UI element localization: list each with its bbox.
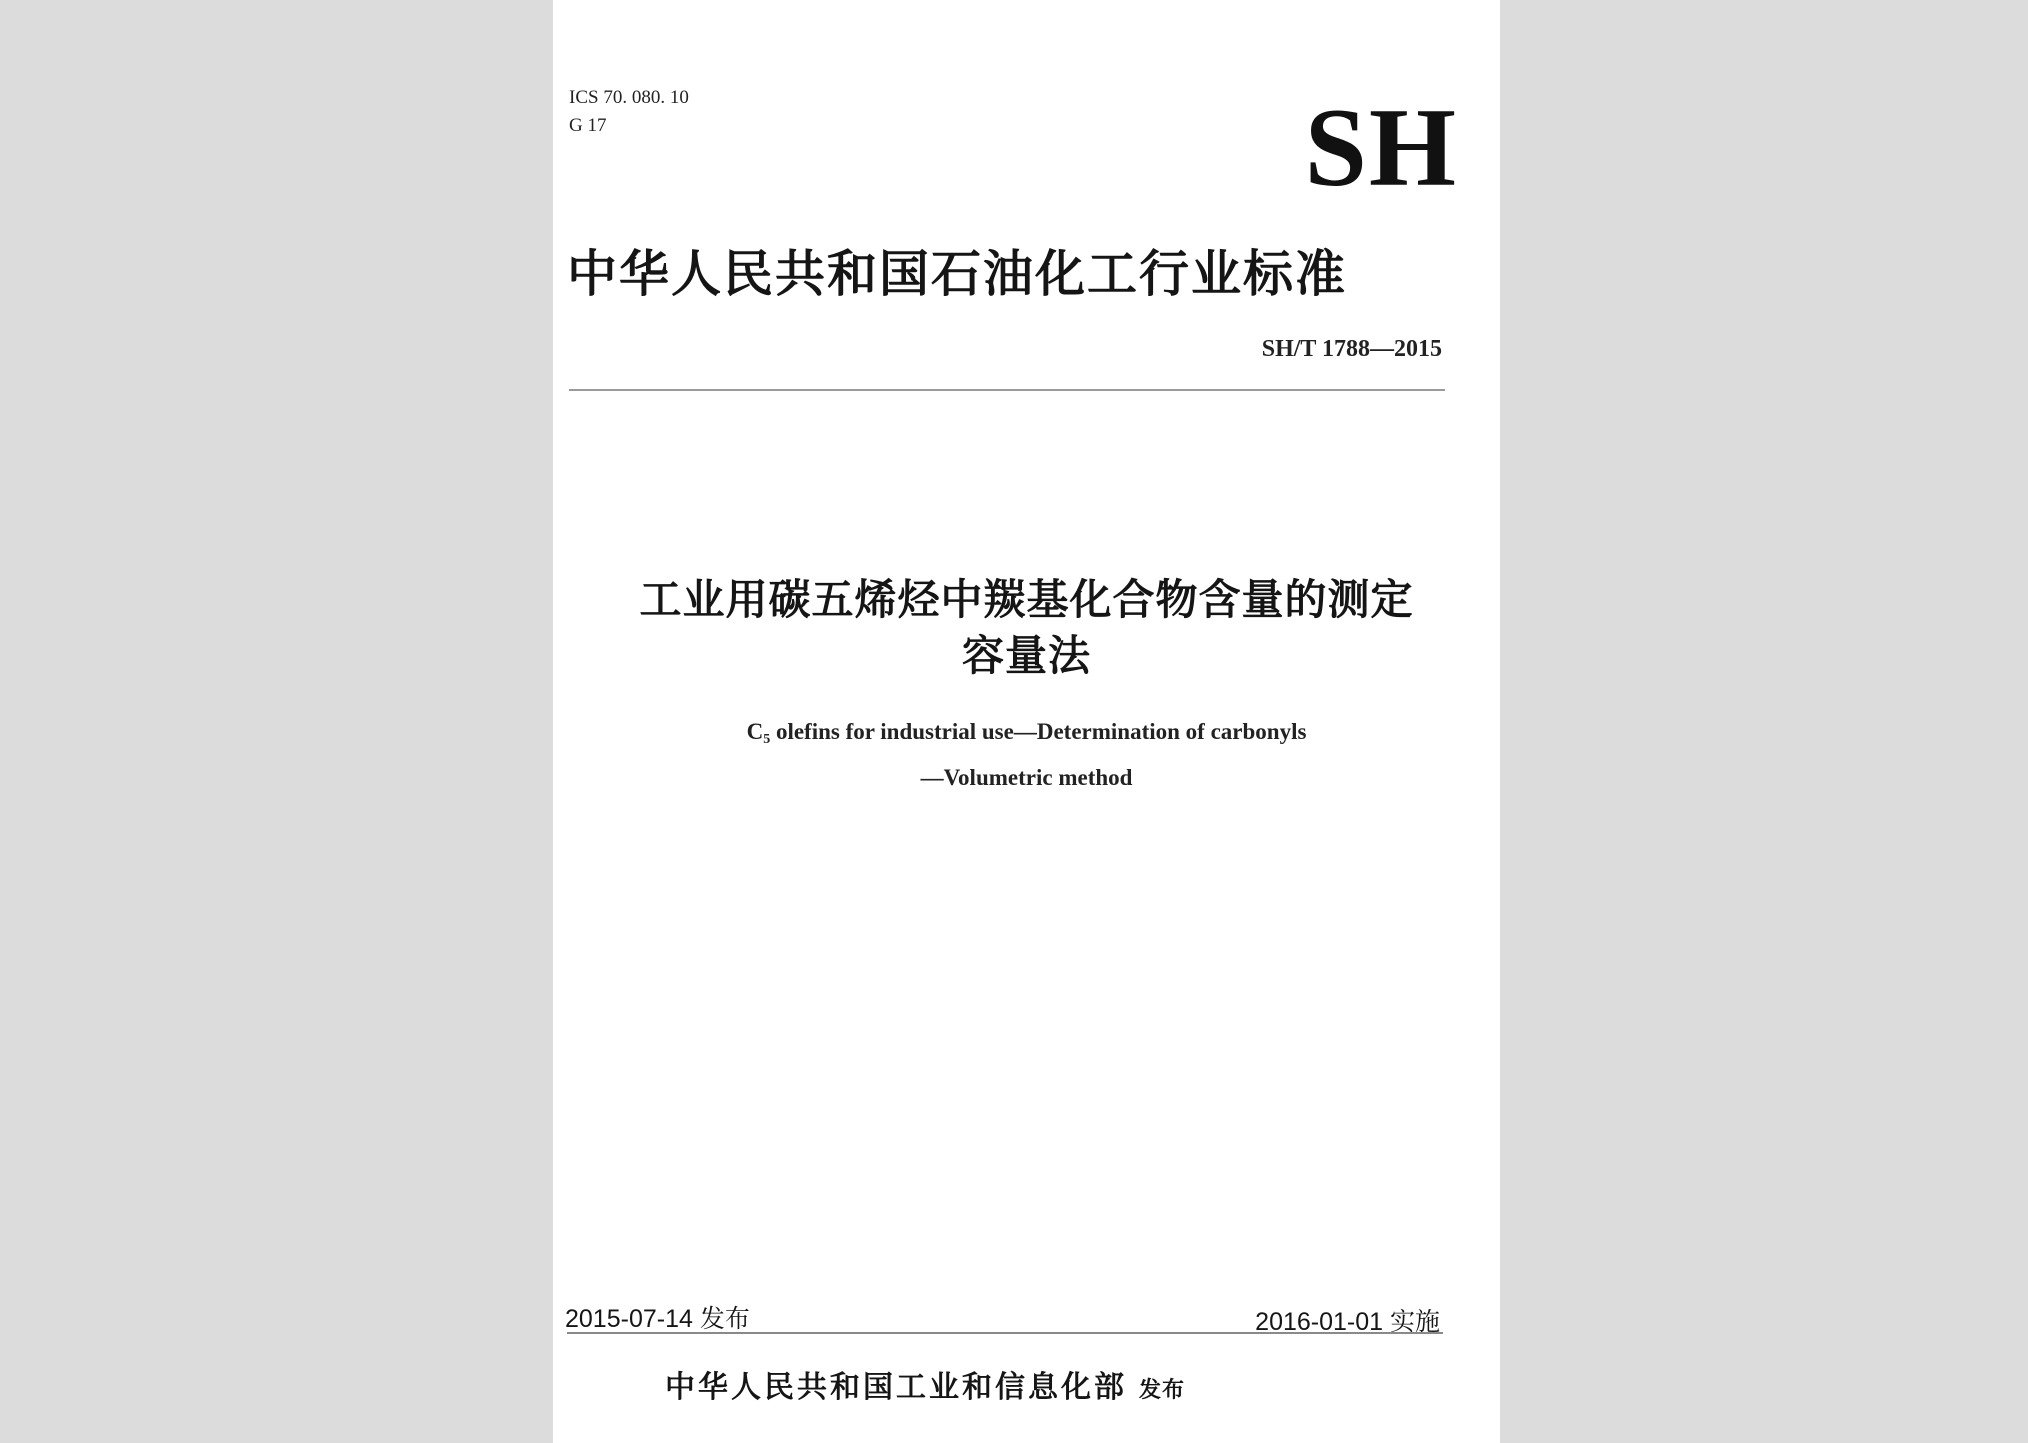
title-en-subscript: 5 [763,732,771,747]
title-cn-line1: 工业用碳五烯烃中羰基化合物含量的测定 [639,575,1414,624]
document-title-en [553,713,1500,797]
classification-codes [569,84,689,140]
standard-number: SH/T 1788—2015 [1261,336,1442,362]
bottom-divider [567,1332,1443,1334]
ics-code: ICS 70. 080. 10 [569,87,689,108]
document-title-cn [553,572,1500,684]
publisher-suffix: 发布 [1139,1378,1186,1403]
top-divider [569,389,1445,391]
sh-logo: SH [1304,86,1458,210]
publisher [665,1362,1185,1406]
implementation-date: 2016-01-01 实施 [1255,1308,1440,1336]
title-en-line1 [553,713,1500,759]
class-code: G 17 [569,115,607,136]
title-en-rest: olefins for industrial use—Determination of carbonyls [770,719,1307,744]
title-en-prefix: C [746,719,764,744]
publisher-name: 中华人民共和国工业和信息化部 [665,1370,1127,1405]
title-cn-line2: 容量法 [961,631,1091,680]
standard-category-title: 中华人民共和国石油化工行业标准 [567,245,1347,303]
issue-date: 2015-07-14 发布 [565,1305,750,1333]
document-page [553,0,1500,1443]
title-en-line2: —Volumetric method [920,765,1133,790]
